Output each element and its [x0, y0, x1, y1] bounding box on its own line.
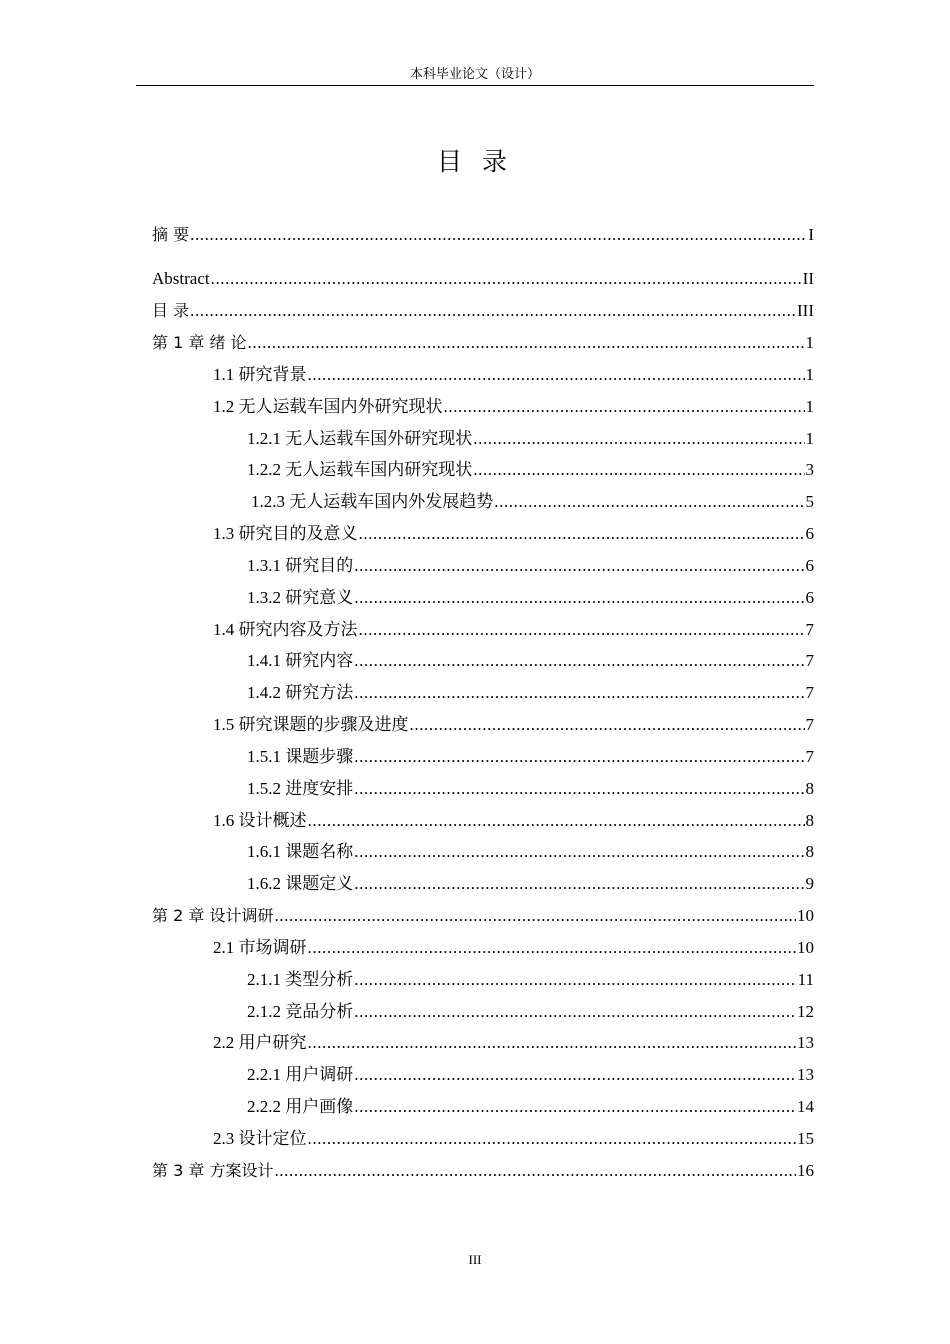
toc-entry-1-3-1[interactable]: [247, 553, 814, 577]
toc-entry-1-4-2[interactable]: [247, 680, 814, 704]
toc-entry-page: 7: [805, 715, 814, 734]
dot-leader: [248, 332, 805, 354]
toc-entry-page: 6: [805, 556, 814, 575]
toc-entry-1-2-2[interactable]: [247, 457, 814, 481]
toc-entry-page: II: [802, 269, 814, 288]
toc-entry-1-2[interactable]: [213, 394, 814, 418]
toc-entry-page: 5: [805, 492, 814, 511]
dot-leader: [359, 619, 805, 641]
toc-entry-page: 7: [805, 651, 814, 670]
toc-entry-1-4[interactable]: [213, 617, 814, 641]
dot-leader: [308, 1128, 797, 1150]
toc-entry-2-2[interactable]: [213, 1030, 814, 1054]
toc-entry-label: 2.1.1 类型分析: [247, 970, 354, 989]
toc-entry-label: 1.5 研究课题的步骤及进度: [213, 715, 409, 734]
toc-entry-label: 1.2.1 无人运载车国外研究现状: [247, 429, 473, 448]
toc-entry-page: III: [797, 301, 814, 320]
toc-entry-page: 8: [805, 779, 814, 798]
toc-entry-2-2-1[interactable]: [247, 1062, 814, 1086]
toc-entry-page: 13: [797, 1065, 814, 1084]
toc-entry-page: 12: [797, 1002, 814, 1021]
toc-entry-2-1[interactable]: [213, 935, 814, 959]
toc-entry-page: 16: [797, 1161, 814, 1180]
toc-entry-2-2-2[interactable]: [247, 1094, 814, 1118]
dot-leader: [354, 1064, 796, 1086]
toc-entry-page: 15: [797, 1129, 814, 1148]
running-header: 本科毕业论文（设计）: [409, 66, 540, 81]
dot-leader: [410, 714, 805, 736]
toc-entry-label: 第 1 章 绪 论: [152, 333, 247, 352]
dot-leader: [308, 810, 805, 832]
toc-entry-page: 8: [805, 842, 814, 861]
toc-entry-1-1[interactable]: [213, 362, 814, 386]
toc-entry-page: 7: [805, 747, 814, 766]
toc-entry-abstract-en[interactable]: [152, 266, 814, 290]
toc-entry-page: 1: [805, 397, 814, 416]
toc-entry-page: 3: [805, 460, 814, 479]
dot-leader: [354, 650, 804, 672]
toc-entry-label: 1.4 研究内容及方法: [213, 620, 358, 639]
toc-entry-label: 1.5.2 进度安排: [247, 779, 354, 798]
dot-leader: [494, 491, 804, 513]
dot-leader: [308, 364, 805, 386]
dot-leader: [190, 224, 807, 246]
toc-entry-page: 7: [805, 683, 814, 702]
dot-leader: [354, 587, 804, 609]
dot-leader: [190, 300, 796, 322]
dot-leader: [354, 1096, 796, 1118]
dot-leader: [354, 1001, 796, 1023]
toc-entry-chapter-3[interactable]: [152, 1158, 814, 1182]
dot-leader: [354, 555, 804, 577]
toc-entry-label: 1.2.3 无人运载车国内外发展趋势: [251, 492, 494, 511]
toc-entry-1-6[interactable]: [213, 808, 814, 832]
dot-leader: [354, 682, 804, 704]
dot-leader: [354, 778, 804, 800]
toc-entry-label: 1.3 研究目的及意义: [213, 524, 358, 543]
toc-entry-abstract-cn[interactable]: [152, 222, 814, 246]
toc-entry-label: 2.3 设计定位: [213, 1129, 307, 1148]
toc-entry-1-6-1[interactable]: [247, 839, 814, 863]
toc-entry-page: 6: [805, 524, 814, 543]
dot-leader: [444, 396, 805, 418]
toc-entry-page: 1: [805, 333, 814, 352]
toc-entry-chapter-1[interactable]: [152, 330, 814, 354]
toc-entry-2-1-2[interactable]: [247, 999, 814, 1023]
toc-entry-page: 13: [797, 1033, 814, 1052]
dot-leader: [354, 873, 804, 895]
toc-entry-label: 1.2 无人运载车国内外研究现状: [213, 397, 443, 416]
toc-entry-page: 6: [805, 588, 814, 607]
toc-entry-1-2-3[interactable]: [251, 489, 814, 513]
dot-leader: [359, 523, 805, 545]
toc-entry-1-5-1[interactable]: [247, 744, 814, 768]
toc-entry-1-4-1[interactable]: [247, 648, 814, 672]
dot-leader: [473, 459, 804, 481]
dot-leader: [354, 841, 804, 863]
dot-leader: [308, 937, 797, 959]
dot-leader: [274, 1160, 796, 1182]
toc-entry-label: 1.4.2 研究方法: [247, 683, 354, 702]
toc-entry-1-2-1[interactable]: [247, 426, 814, 450]
toc-entry-1-5-2[interactable]: [247, 776, 814, 800]
toc-entry-label: 1.6.2 课题定义: [247, 874, 354, 893]
toc-entry-label: 2.2.2 用户画像: [247, 1097, 354, 1116]
toc-entry-page: 11: [797, 970, 814, 989]
dot-leader: [354, 969, 796, 991]
toc-entry-label: 1.4.1 研究内容: [247, 651, 354, 670]
toc-entry-2-1-1[interactable]: [247, 967, 814, 991]
dot-leader: [308, 1032, 797, 1054]
toc-entry-page: 7: [805, 620, 814, 639]
dot-leader: [354, 746, 804, 768]
toc-entry-label: 2.2.1 用户调研: [247, 1065, 354, 1084]
toc-entry-label: Abstract: [152, 269, 210, 288]
toc-entry-label: 1.5.1 课题步骤: [247, 747, 354, 766]
toc-entry-label: 第 2 章 设计调研: [152, 906, 274, 925]
toc-entry-page: 10: [797, 906, 814, 925]
toc-entry-label: 1.1 研究背景: [213, 365, 307, 384]
toc-entry-label: 1.6 设计概述: [213, 811, 307, 830]
header-rule: [136, 85, 814, 86]
toc-entry-label: 第 3 章 方案设计: [152, 1161, 274, 1180]
toc-entry-label: 1.3.2 研究意义: [247, 588, 354, 607]
toc-entry-page: 10: [797, 938, 814, 957]
page-title: 目 录: [437, 147, 513, 176]
toc-entry-chapter-2[interactable]: [152, 903, 814, 927]
toc-entry-label: 1.6.1 课题名称: [247, 842, 354, 861]
dot-leader: [274, 905, 796, 927]
dot-leader: [473, 428, 804, 450]
toc-entry-2-3[interactable]: [213, 1126, 814, 1150]
toc-entry-contents[interactable]: [152, 298, 814, 322]
toc-entry-page: I: [808, 225, 814, 244]
toc-entry-label: 2.2 用户研究: [213, 1033, 307, 1052]
page-number: III: [468, 1252, 482, 1267]
toc-entry-1-3[interactable]: [213, 521, 814, 545]
toc-entry-page: 1: [805, 429, 814, 448]
toc-entry-label: 2.1 市场调研: [213, 938, 307, 957]
toc-entry-label: 1.3.1 研究目的: [247, 556, 354, 575]
toc-entry-page: 8: [805, 811, 814, 830]
toc-entry-page: 14: [797, 1097, 814, 1116]
toc-entry-label: 摘 要: [152, 225, 190, 244]
toc-entry-page: 9: [805, 874, 814, 893]
toc-entry-page: 1: [805, 365, 814, 384]
toc-entry-1-6-2[interactable]: [247, 871, 814, 895]
toc-entry-1-5[interactable]: [213, 712, 814, 736]
toc-entry-label: 目 录: [152, 301, 190, 320]
dot-leader: [211, 268, 802, 290]
toc-entry-label: 2.1.2 竞品分析: [247, 1002, 354, 1021]
toc-entry-label: 1.2.2 无人运载车国内研究现状: [247, 460, 473, 479]
toc-entry-1-3-2[interactable]: [247, 585, 814, 609]
